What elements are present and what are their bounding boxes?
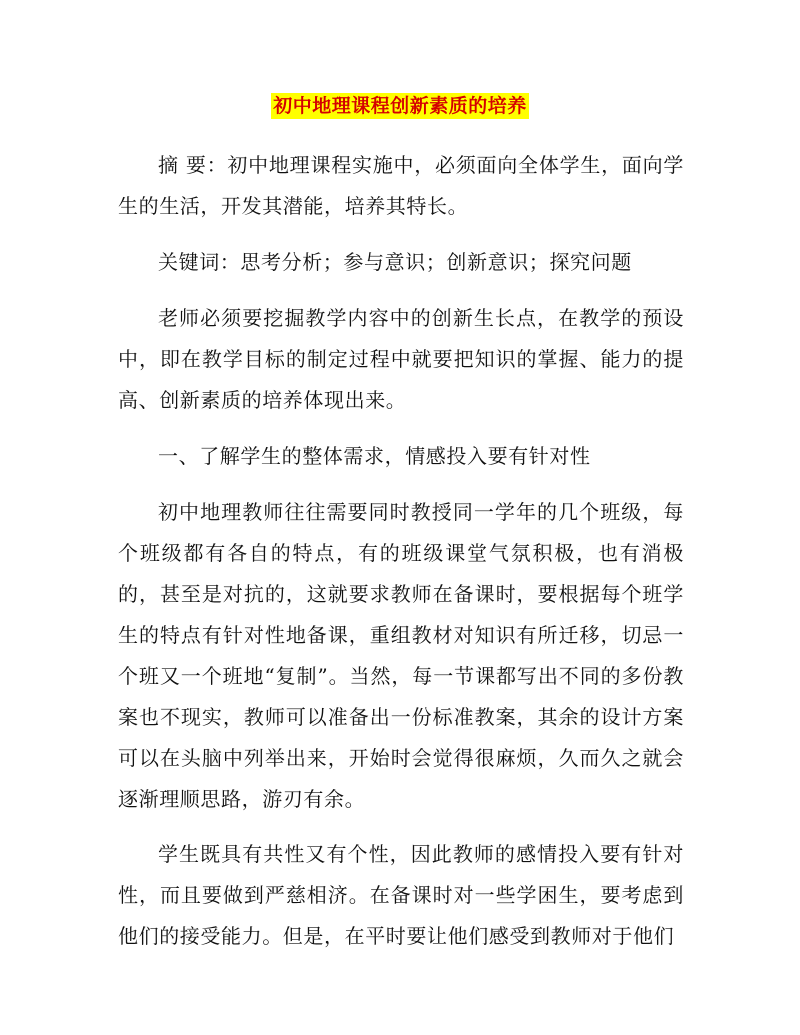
section-heading: 一、了解学生的整体需求，情感投入要有针对性	[158, 444, 591, 468]
keywords-paragraph: 关键词：思考分析；参与意识；创新意识；探究问题	[158, 250, 632, 274]
abstract-paragraph: 摘 要：初中地理课程实施中，必须面向全体学生，面向学生的生活，开发其潜能，培养其特长。	[118, 153, 684, 218]
body-paragraph: 初中地理教师往往需要同时教授同一学年的几个班级，每个班级都有各自的特点，有的班级课堂气氛积极，也有消极的，甚至是对抗的，这就要求教师在备课时，要根据每个班学生的特点有针对性地备课，重组教材对知识有所迁移，切忌一个班又一个班地“复制”。当然，每一节课都写出不同的多份教案也不现实，教师可以准备出一份标准教案，其余的设计方案可以在头脑中列举出来，开始时会觉得很麻烦，久而久之就会逐渐理顺思路，游刃有余。	[118, 500, 684, 811]
title-container	[0, 93, 800, 119]
body-paragraph: 学生既具有共性又有个性，因此教师的感情投入要有针对性，而且要做到严慈相济。在备课时对一些学困生，要考虑到他们的接受能力。但是，在平时要让他们感受到教师对于他们	[118, 842, 684, 948]
body-paragraph: 老师必须要挖掘教学内容中的创新生长点，在教学的预设中，即在教学目标的制定过程中就要把知识的掌握、能力的提高、创新素质的培养体现出来。	[118, 306, 684, 412]
document-title: 初中地理课程创新素质的培养	[273, 95, 527, 117]
document-body	[118, 145, 684, 957]
